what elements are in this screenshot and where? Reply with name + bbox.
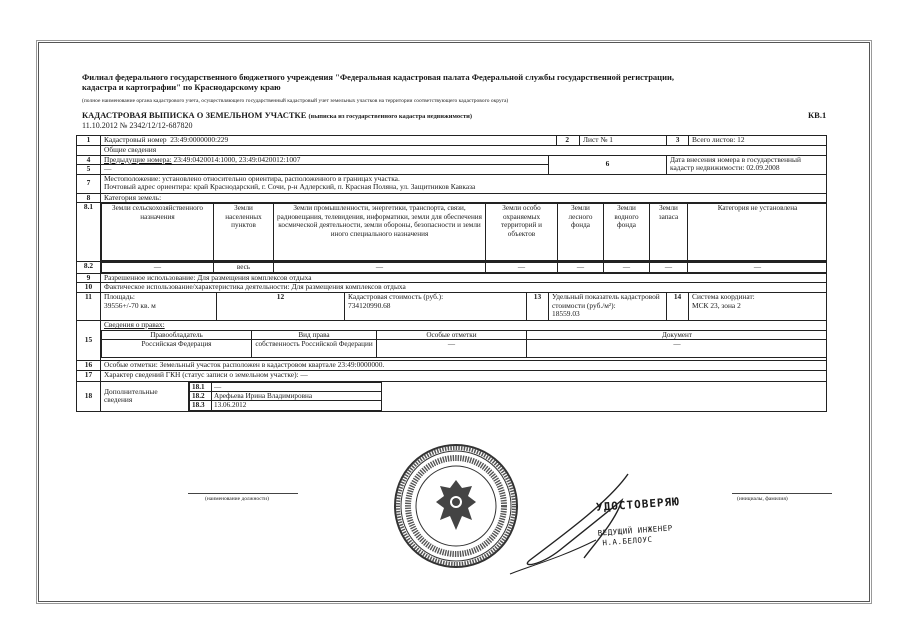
blank (382, 401, 826, 410)
sub-num: 18.2 (190, 391, 212, 400)
row-1 (77, 136, 827, 146)
sheet-number: Лист № 1 (579, 136, 663, 145)
category-header: Земли водного фонда (604, 204, 650, 261)
date-number: 11.10.2012 № 2342/12/12-687820 (82, 121, 193, 130)
rights-header: Вид права (252, 330, 377, 339)
special-notes: Особые отметки: Земельный участок расположен в кадастровом квартале 23:49:0000000. (101, 360, 827, 370)
general-info-heading: Общие сведения (101, 146, 827, 156)
category-header: Земли особо охраняемых территорий и объектов (486, 204, 558, 261)
category-value: — (274, 263, 486, 272)
land-category-grid (101, 203, 827, 262)
unit-value-label: Удельный показатель кадастровой стоимости (руб./м²): (552, 292, 660, 310)
total-sheets: Всего листов: 12 (689, 136, 827, 146)
name-caption: (инициалы, фамилия) (737, 496, 788, 502)
unit-value-cell (549, 292, 667, 320)
coordinate-system-cell (689, 292, 827, 320)
rights-header: Особые отметки (377, 330, 527, 339)
row-num-empty (77, 146, 101, 156)
category-value: — (604, 263, 650, 272)
row-9 (77, 273, 827, 283)
category-value: весь (214, 263, 274, 272)
land-category-label: Категория земель: (101, 193, 827, 203)
category-header: Земли промышленности, энергетики, транспорта, связи, радиовещания, телевидения, информатики, земли для обеспечения космической деятельности, земли обороны, безопасности и земли иного специального назначения (274, 204, 486, 261)
category-value: — (486, 263, 558, 272)
row-num: 14 (667, 292, 689, 320)
additional-info-cell (189, 381, 827, 411)
category-header: Категория не установлена (688, 204, 827, 261)
row-num: 2 (556, 136, 577, 145)
row-num: 15 (77, 320, 101, 360)
additional-info-label: Дополнительные сведения (101, 381, 189, 411)
certify-stamp: УДОСТОВЕРЯЮ (595, 495, 681, 514)
row-16 (77, 360, 827, 370)
cadastral-value-label: Кадастровая стоимость (руб.): (348, 292, 444, 301)
location-line-2: Почтовый адрес ориентира: край Краснодарский, г. Сочи, р-н Адлерский, п. Красная Поляна, ул. Защитников Кавказа (104, 182, 476, 192)
row-num: 6 (549, 155, 667, 174)
rights-value: собственность Российской Федерации (252, 339, 377, 357)
row-7 (77, 174, 827, 193)
sub-value: — (212, 382, 382, 391)
organization-line-2: кадастра и картографии" по Краснодарскому краю (82, 82, 281, 92)
category-value: — (558, 263, 604, 272)
land-category-values-table (101, 262, 827, 272)
rights-cell (101, 320, 827, 360)
cadastral-value-cell (345, 292, 527, 320)
row-17 (77, 370, 827, 381)
rights-value: — (377, 339, 527, 357)
row-8 (77, 193, 827, 203)
actual-use: Фактическое использование/характеристика деятельности: Для размещения комплексов отдыха (101, 283, 827, 293)
row-8-1 (77, 203, 827, 262)
cadastral-number-value: 23:49:0000000:229 (170, 135, 229, 144)
category-header: Земли населенных пунктов (214, 204, 274, 261)
location-line-1: Местоположение: установлено относительно ориентира, расположенного в границах участка. (104, 174, 400, 183)
rights-header: Документ (527, 330, 827, 339)
organization-caption: (полное наименование органа кадастрового учета, осуществляющего государственный кадастровый учет земельных участков на территории соответствующего кадастрового округа) (82, 98, 509, 104)
official-name: Н.А.БЕЛОУС (602, 534, 653, 548)
record-status: Характер сведений ГКН (статус записи о земельном участке): — (101, 370, 827, 381)
blank (382, 391, 826, 400)
blank (382, 382, 826, 391)
cadastral-table (76, 135, 827, 412)
row-num: 9 (77, 273, 101, 283)
position-line (188, 493, 298, 494)
cadastral-number-label: Кадастровый номер (104, 135, 167, 144)
row-num: 13 (527, 292, 549, 320)
coordinate-system-label: Система координат: (692, 292, 755, 301)
row-num: 7 (77, 174, 101, 193)
permitted-use: Разрешенное использование: Для размещения комплексов отдыха (101, 273, 827, 283)
sheet-group (556, 136, 663, 145)
row-8-2 (77, 262, 827, 273)
previous-numbers-cell (101, 155, 549, 165)
row-10 (77, 283, 827, 293)
rights-header: Правообладатель (102, 330, 252, 339)
land-category-table (101, 203, 827, 261)
rights-value: — (527, 339, 827, 357)
registration-date: Дата внесения номера в государственный кадастр недвижимости: 02.09.2008 (667, 155, 827, 174)
row-num: 12 (217, 292, 345, 320)
row-15 (77, 320, 827, 360)
row-num: 17 (77, 370, 101, 381)
category-header: Земли сельскохозяйственного назначения (102, 204, 214, 261)
location-cell (101, 174, 827, 193)
rights-title: Сведения о правах: (104, 320, 165, 329)
sub-num: 18.1 (190, 382, 212, 391)
rights-table (101, 330, 827, 358)
row-num: 8 (77, 193, 101, 203)
area-value: 39556+/-70 кв. м (104, 300, 156, 310)
row-num: 10 (77, 283, 101, 293)
row-num: 4 (77, 155, 101, 165)
additional-info-table (189, 382, 826, 411)
area-label: Площадь: (104, 292, 135, 301)
previous-numbers-value: 23:49:0420014:1000, 23:49:0420012:1007 (173, 155, 301, 164)
sub-num: 18.3 (190, 401, 212, 410)
sub-value: 13.06.2012 (212, 401, 382, 410)
coordinate-system-value: МСК 23, зона 2 (692, 300, 741, 310)
previous-numbers-label: Предыдущие номера: (104, 155, 172, 164)
cadastral-number-cell (101, 136, 667, 146)
row-num: 1 (77, 136, 101, 146)
category-value: — (102, 263, 214, 272)
land-category-values (101, 262, 827, 273)
row-num: 18 (77, 381, 101, 411)
position-caption: (наименование должности) (205, 496, 269, 502)
sub-value: Арефьева Ирина Владимировна (212, 391, 382, 400)
row-11 (77, 292, 827, 320)
category-header: Земли запаса (650, 204, 688, 261)
category-header: Земли лесного фонда (558, 204, 604, 261)
row-num: 16 (77, 360, 101, 370)
category-value: — (650, 263, 688, 272)
row-4 (77, 155, 827, 165)
unit-value: 18559.03 (552, 309, 580, 319)
row-5-value: — (101, 165, 549, 175)
row-num: 11 (77, 292, 101, 320)
form-code: КВ.1 (808, 110, 827, 120)
cadastral-value: 734120990.68 (348, 300, 391, 310)
row-general (77, 146, 827, 156)
row-num: 8.1 (77, 203, 101, 262)
row-num: 8.2 (77, 262, 101, 273)
row-num: 5 (77, 165, 101, 175)
title-text: КАДАСТРОВАЯ ВЫПИСКА О ЗЕМЕЛЬНОМ УЧАСТКЕ (82, 110, 307, 120)
rights-value: Российская Федерация (102, 339, 252, 357)
row-18 (77, 381, 827, 411)
official-position: ВЕДУЩИЙ ИНЖЕНЕР (597, 523, 674, 538)
area-cell (101, 292, 217, 320)
organization-line-1: Филиал федерального государственного бюджетного учреждения "Федеральная кадастровая палата Федеральной службы государственной регистрации, (82, 72, 674, 82)
title-note: (выписка из государственного кадастра недвижимости) (308, 113, 473, 120)
category-value: — (688, 263, 827, 272)
document-title (82, 110, 472, 120)
row-num: 3 (667, 136, 689, 146)
name-line (732, 493, 832, 494)
